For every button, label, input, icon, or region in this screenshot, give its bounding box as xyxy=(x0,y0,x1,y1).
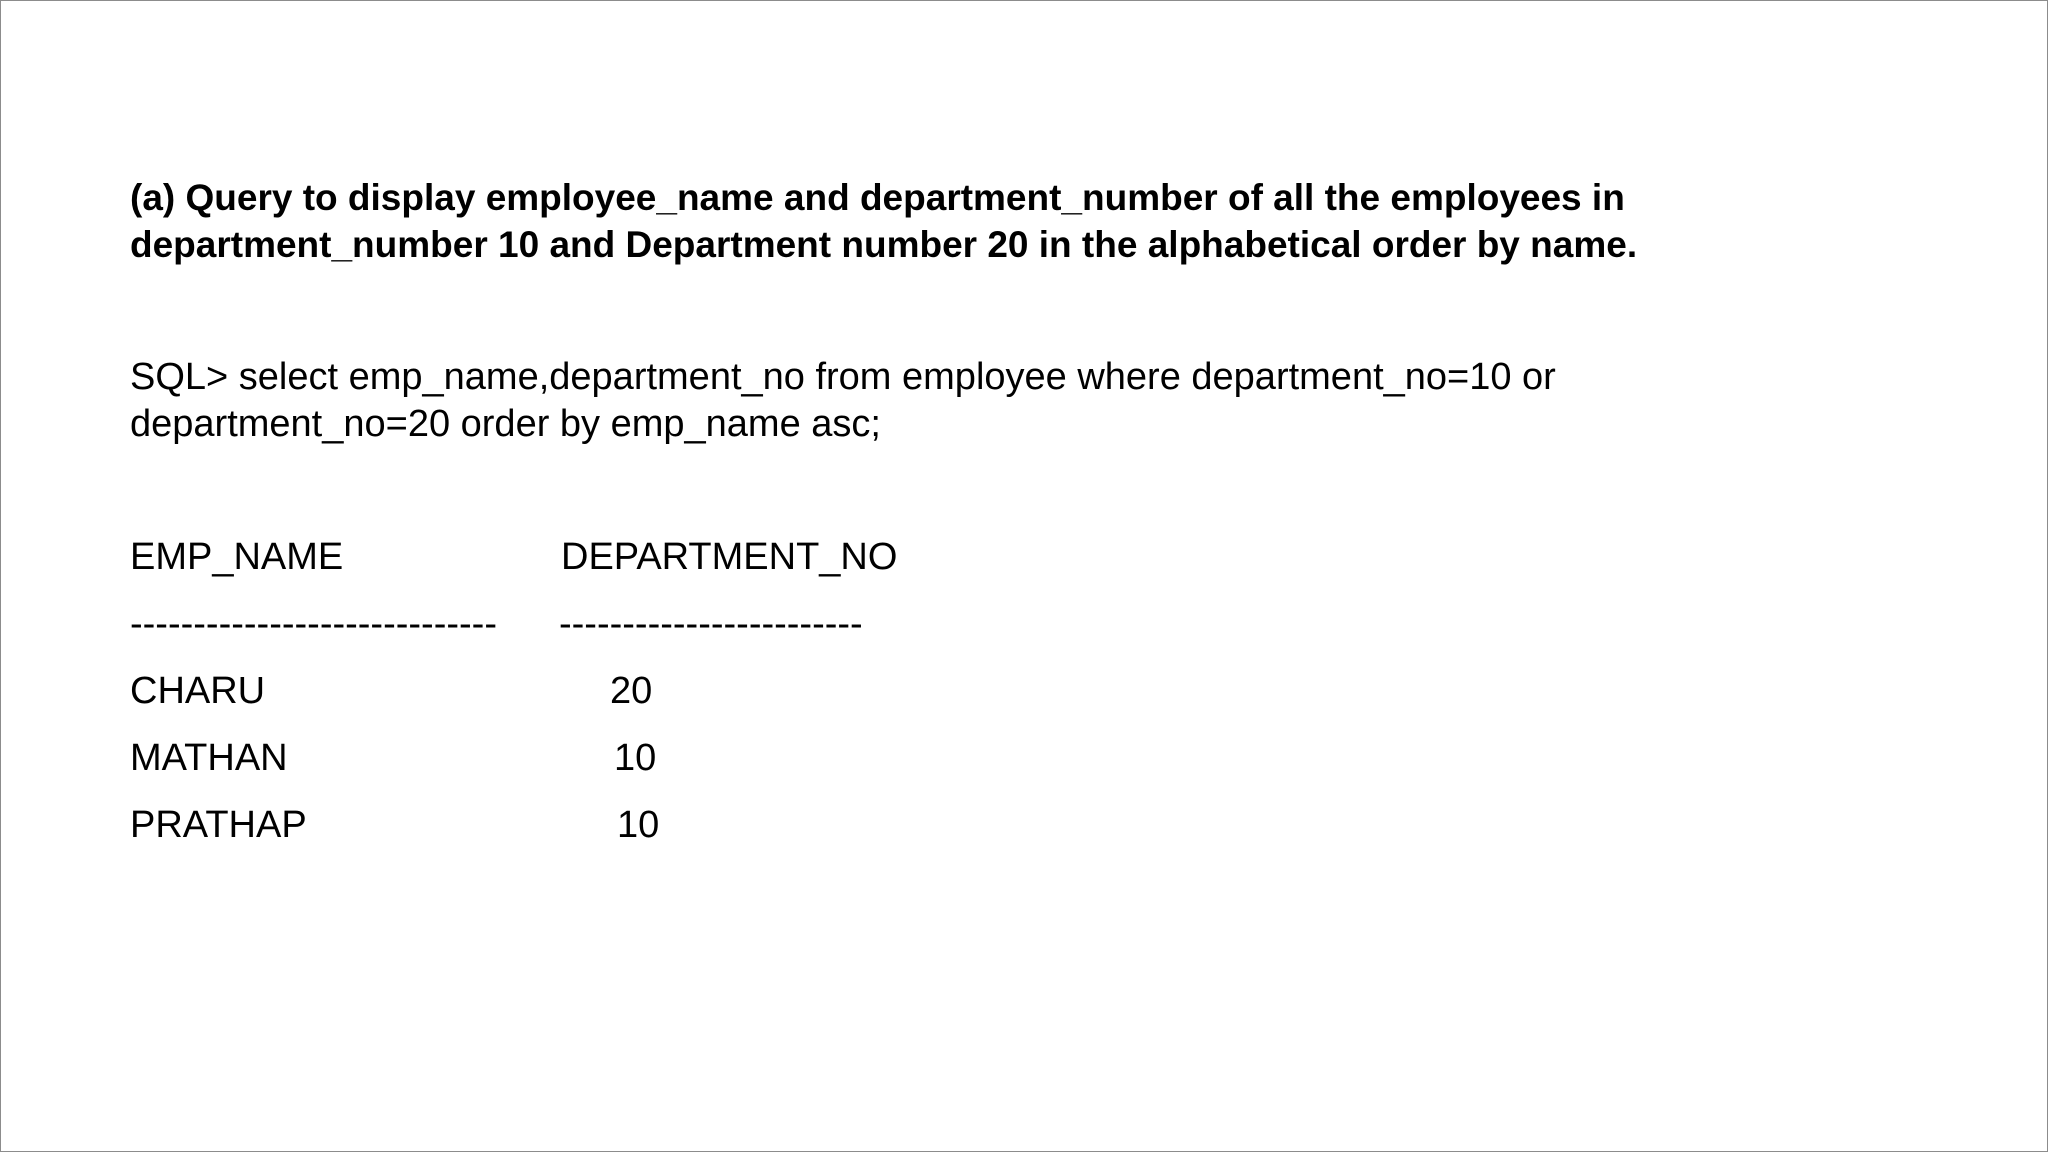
emp-name-cell: MATHAN xyxy=(130,737,288,779)
department-no-cell: 20 xyxy=(610,670,653,712)
column-header-department-no: DEPARTMENT_NO xyxy=(561,536,898,578)
column-header-emp-name: EMP_NAME xyxy=(130,536,344,578)
department-no-cell: 10 xyxy=(614,737,657,779)
question-line-2: department_number 10 and Department number 20 in the alphabetical order by name. xyxy=(130,224,1638,265)
emp-name-cell: CHARU xyxy=(130,670,266,712)
emp-name-cell: PRATHAP xyxy=(130,804,307,846)
sql-query-line-2: department_no=20 order by emp_name asc; xyxy=(130,403,881,445)
department-no-cell: 10 xyxy=(617,804,660,846)
question-heading xyxy=(130,174,1890,268)
sql-query-line-1: SQL> select emp_name,department_no from employee where department_no=10 or xyxy=(130,356,1556,398)
question-line-1: (a) Query to display employee_name and department_number of all the employees in xyxy=(130,177,1625,218)
divider-department-no: ------------------------ xyxy=(559,603,863,645)
divider-emp-name: ----------------------------- xyxy=(130,603,497,645)
sql-query xyxy=(130,354,1890,448)
